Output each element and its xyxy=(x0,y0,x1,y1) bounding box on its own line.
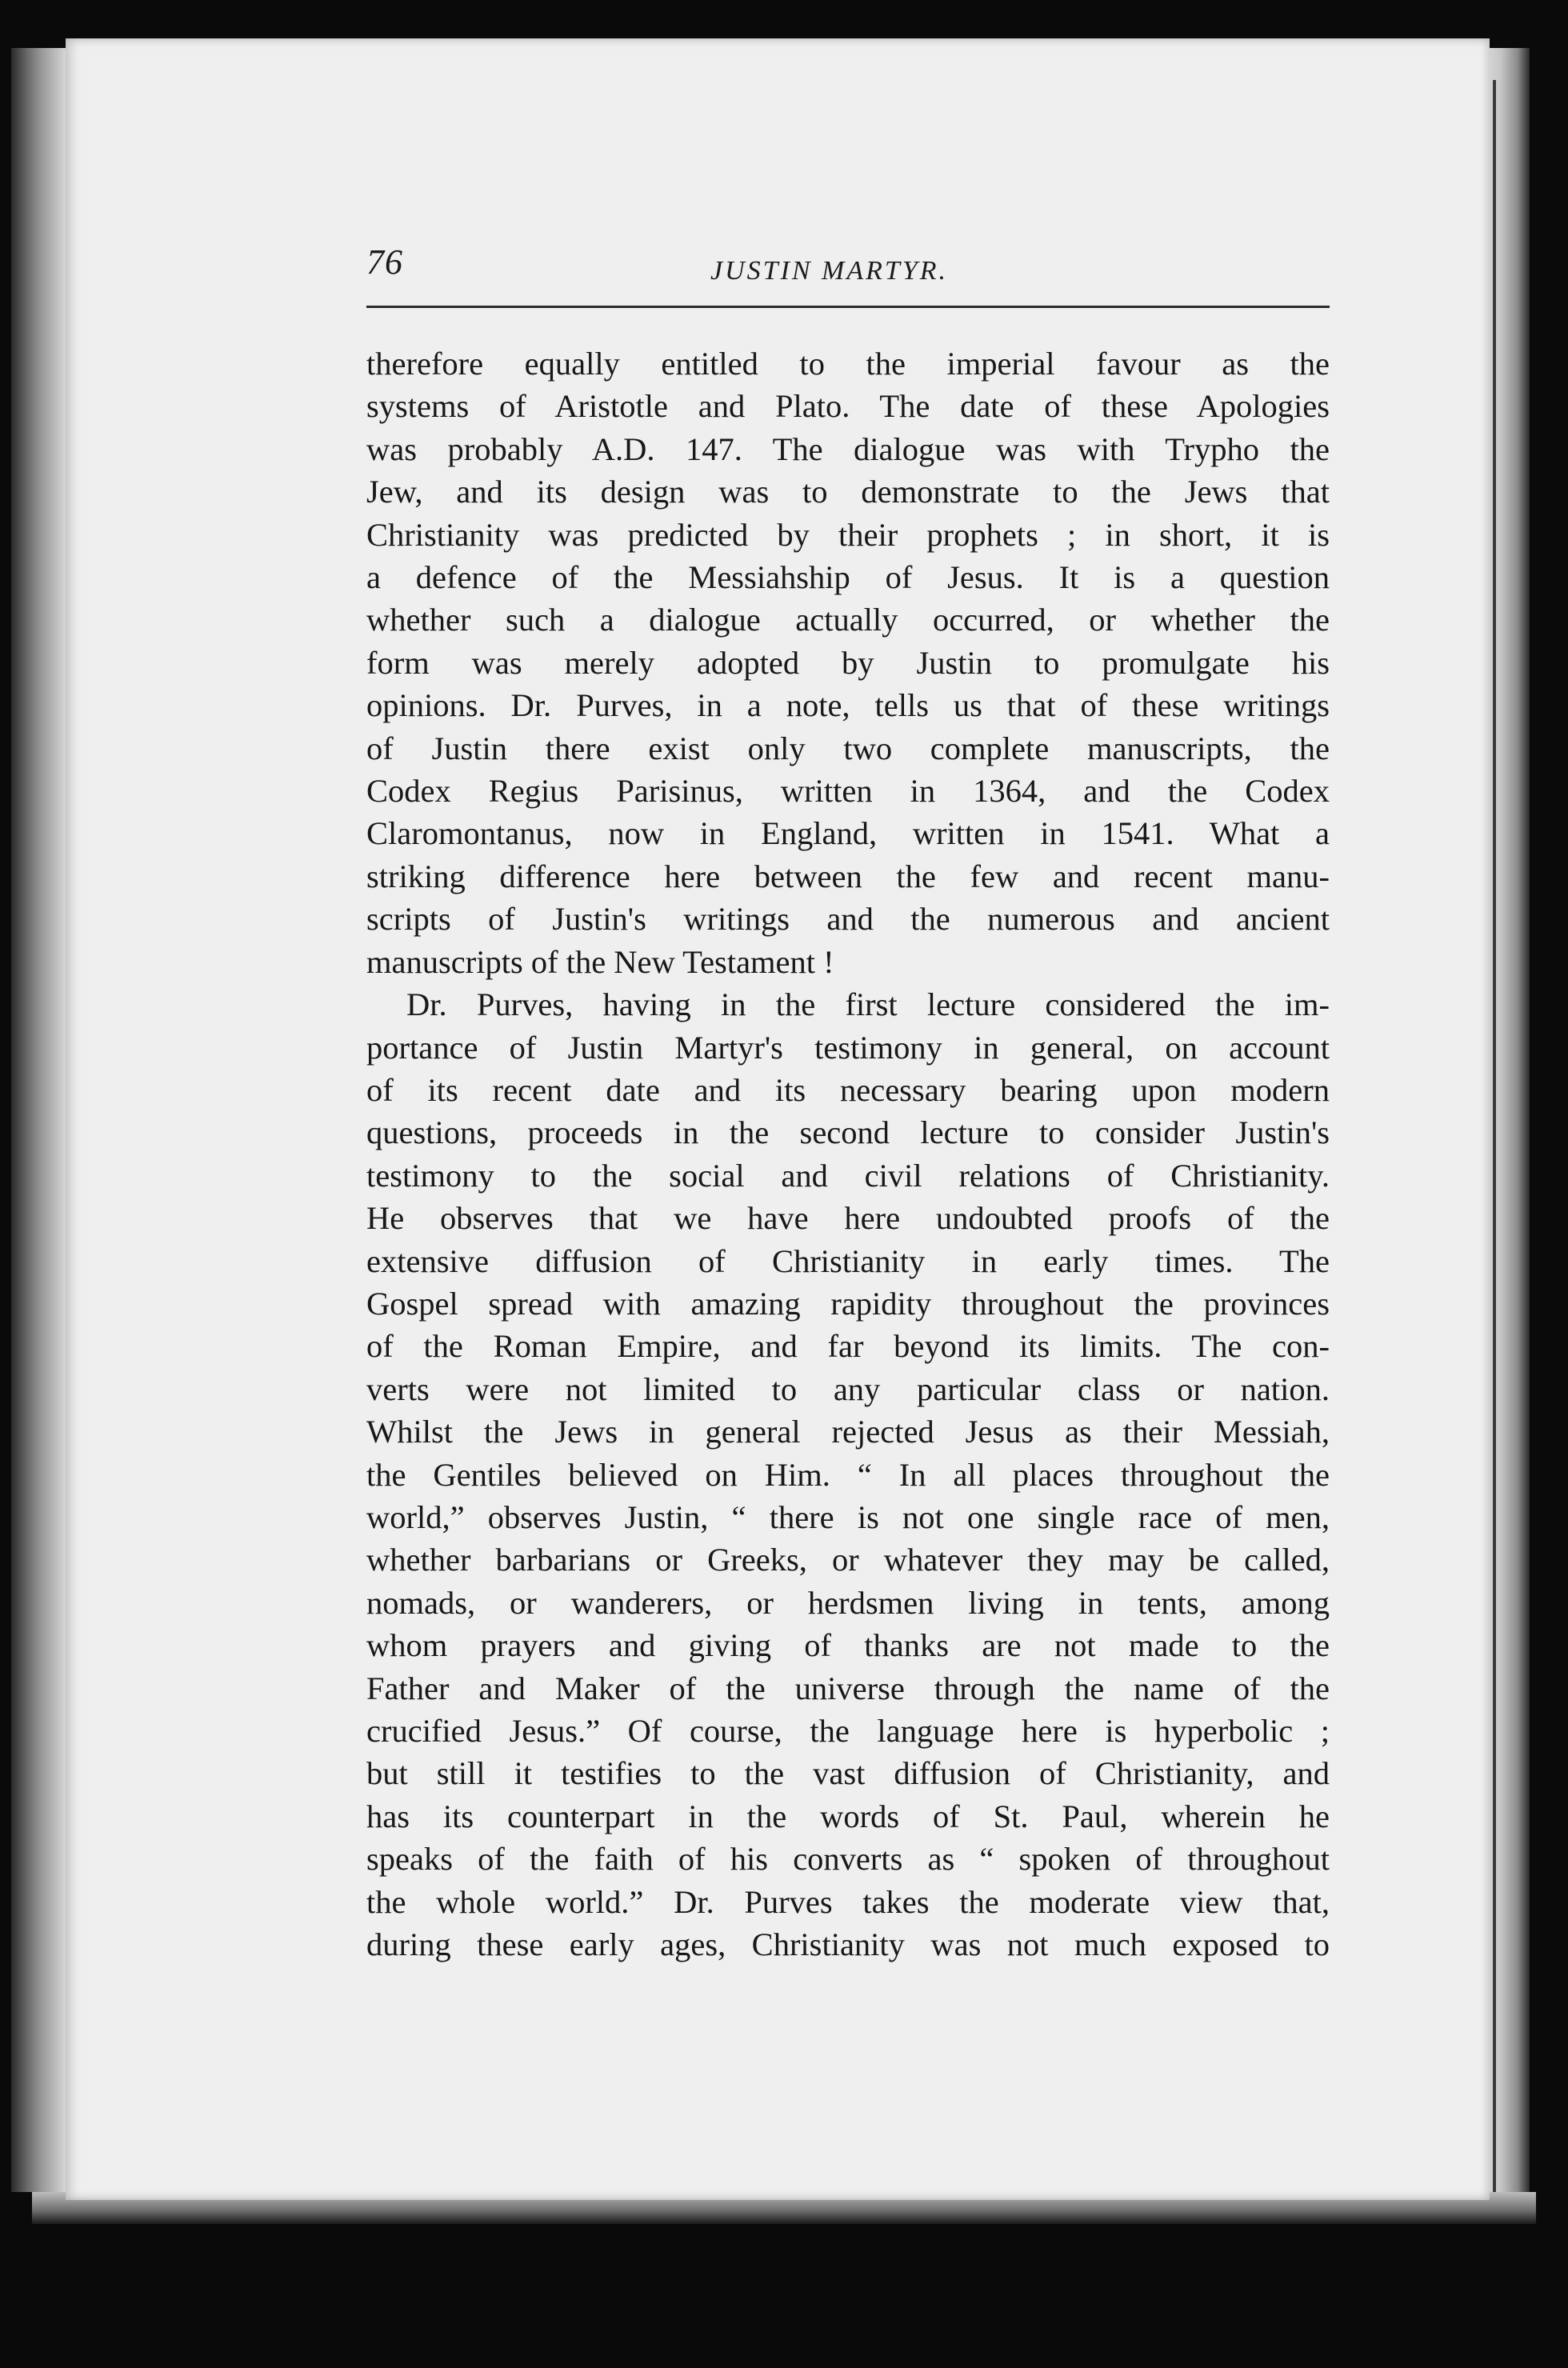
text-line: systems of Aristotle and Plato. The date of these Apologies xyxy=(366,388,1330,425)
text-line: of its recent date and its necessary bearing upon modern xyxy=(366,1071,1330,1108)
left-page-edge xyxy=(11,48,67,2192)
running-head xyxy=(366,242,1330,308)
text-line: during these early ages, Christianity was not much exposed to xyxy=(366,1926,1330,1963)
text-line: Christianity was predicted by their prophets ; in short, it is xyxy=(366,516,1330,553)
text-line: world,” observes Justin, “ there is not one single race of men, xyxy=(366,1498,1330,1535)
text-line: has its counterpart in the words of St. Paul, wherein he xyxy=(366,1798,1330,1834)
text-line: a defence of the Messiahship of Jesus. It is a question xyxy=(366,559,1330,596)
text-line: Jew, and its design was to demonstrate to the Jews that xyxy=(366,474,1330,510)
text-line: whether such a dialogue actually occurred, or whether the xyxy=(366,602,1330,638)
text-line: manuscripts of the New Testament ! xyxy=(366,943,834,980)
text-line: but still it testifies to the vast diffusion of Christianity, and xyxy=(366,1755,1330,1792)
text-line: questions, proceeds in the second lecture to consider Justin's xyxy=(366,1114,1330,1151)
text-line: the Gentiles believed on Him. “ In all places throughout the xyxy=(366,1456,1330,1493)
text-line: Whilst the Jews in general rejected Jesus as their Messiah, xyxy=(366,1414,1330,1450)
text-line: crucified Jesus.” Of course, the language here is hyperbolic ; xyxy=(366,1713,1330,1749)
text-line: verts were not limited to any particular class or nation. xyxy=(366,1370,1330,1407)
binding-line xyxy=(1493,80,1496,2192)
text-line: was probably A.D. 147. The dialogue was with Trypho the xyxy=(366,430,1330,467)
text-line: Claromontanus, now in England, written in 1541. What a xyxy=(366,815,1330,852)
running-title: JUSTIN MARTYR. xyxy=(710,256,948,286)
text-line: the whole world.” Dr. Purves takes the moderate view that, xyxy=(366,1883,1330,1920)
text-line: of the Roman Empire, and far beyond its limits. The con- xyxy=(366,1328,1330,1365)
text-line: of Justin there exist only two complete manuscripts, the xyxy=(366,730,1330,766)
body-text xyxy=(366,342,1330,1966)
text-line: Gospel spread with amazing rapidity throughout the provinces xyxy=(366,1285,1330,1322)
text-line: portance of Justin Martyr's testimony in general, on account xyxy=(366,1029,1330,1066)
text-line: form was merely adopted by Justin to promulgate his xyxy=(366,644,1330,681)
text-line: Dr. Purves, having in the first lecture considered the im- xyxy=(406,986,1330,1023)
text-line: Father and Maker of the universe through the name of the xyxy=(366,1670,1330,1706)
text-line: whether barbarians or Greeks, or whatever they may be called, xyxy=(366,1542,1330,1578)
text-line: whom prayers and giving of thanks are not made to the xyxy=(366,1627,1330,1664)
text-line: striking difference here between the few and recent manu- xyxy=(366,858,1330,894)
page-number: 76 xyxy=(366,242,403,282)
text-line: speaks of the faith of his converts as “ spoken of throughout xyxy=(366,1841,1330,1878)
text-line: scripts of Justin's writings and the numerous and ancient xyxy=(366,901,1330,938)
text-line: therefore equally entitled to the imperial favour as the xyxy=(366,346,1330,382)
text-line: Codex Regius Parisinus, written in 1364, and the Codex xyxy=(366,773,1330,810)
text-line: nomads, or wanderers, or herdsmen living in tents, among xyxy=(366,1584,1330,1621)
text-line: opinions. Dr. Purves, in a note, tells us that of these writings xyxy=(366,687,1330,724)
text-line: testimony to the social and civil relations of Christianity. xyxy=(366,1157,1330,1194)
text-line: extensive diffusion of Christianity in early times. The xyxy=(366,1242,1330,1279)
text-line: He observes that we have here undoubted proofs of the xyxy=(366,1200,1330,1237)
